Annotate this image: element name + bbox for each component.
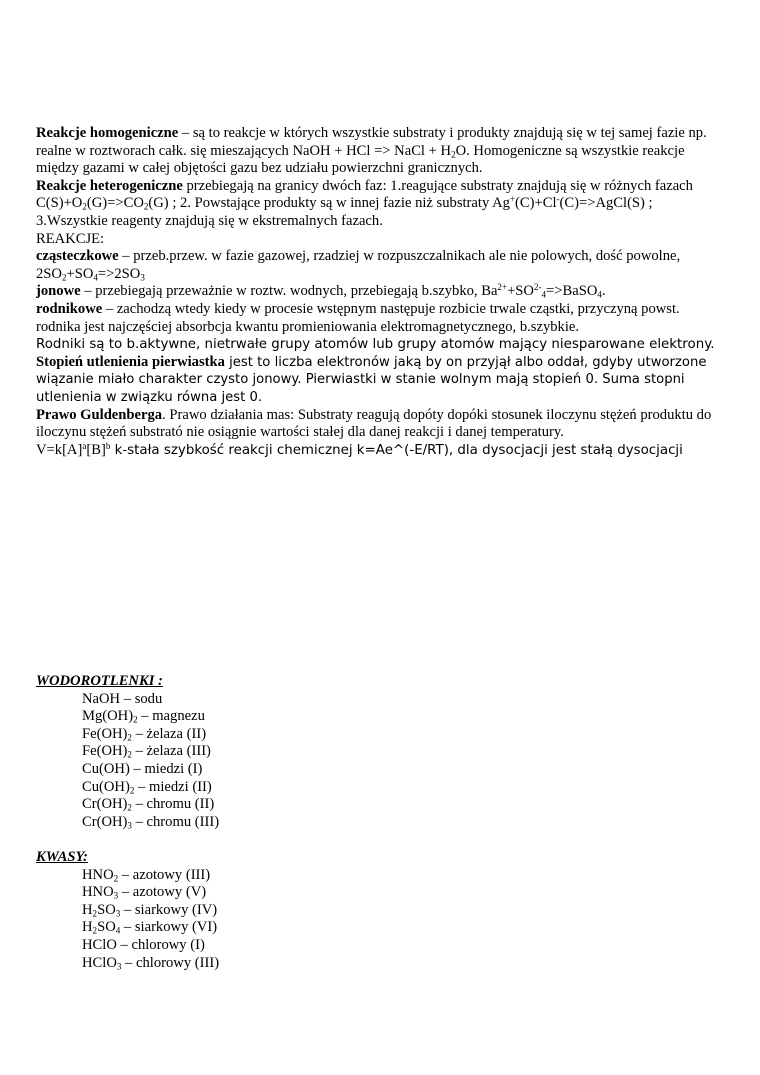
paragraph-ionic (36, 283, 726, 301)
subscript: 2 (61, 272, 67, 282)
text: (C)=>AgCl(S) ; 3.Wszystkie reagenty znajdują się w ekstremalnych fazach. (36, 195, 653, 229)
paragraph-guldberg-law (36, 407, 726, 442)
paragraph-heterogeneous (36, 178, 726, 231)
acid-item (36, 919, 636, 937)
subscript: 3 (127, 820, 132, 830)
term-radical: rodnikowe (36, 300, 103, 317)
subscript: 2 (127, 732, 132, 743)
compound-lists (36, 673, 636, 972)
superscript: b (105, 440, 111, 451)
subscript: 2 (92, 907, 98, 918)
paragraph-radical (36, 301, 726, 336)
acid-item (36, 867, 636, 885)
subscript: 3 (140, 272, 145, 282)
superscript: - (556, 194, 560, 205)
acids-list (36, 867, 636, 973)
subscript: 2 (92, 925, 98, 936)
subscript: 4 (597, 289, 602, 300)
formula-text: HNO (82, 884, 114, 901)
formula-text: – chlorowy (I) (116, 936, 205, 953)
formula-text: Fe(OH) (82, 725, 128, 742)
subscript: 4 (541, 289, 547, 300)
formula-text: HClO (82, 936, 117, 953)
formula-text: – miedzi (I) (129, 760, 203, 777)
text: O. Homogeniczne są wszystkie reakcje między gazami w całej objętości gazu bez udziału powierzchni granicznych. (36, 142, 685, 177)
formula-text: HNO (82, 866, 114, 883)
text: . Prawo działania mas: Substraty reagują dopóty dopóki stosunek iloczynu stężeń produktu do iloczynu stężeń substrató nie osiągnie wartości stałej dla danej reakcji i danej temperatury. (36, 406, 712, 441)
spacer (36, 831, 636, 849)
paragraph-molecular (36, 248, 726, 283)
formula-text: – miedzi (II) (134, 778, 212, 795)
formula-text: SO (97, 919, 116, 936)
formula-text: – siarkowy (IV) (120, 901, 218, 918)
text: . (601, 283, 606, 300)
formula-text: Cu(OH) (82, 778, 130, 795)
acids-heading: KWASY: (36, 848, 88, 865)
text: przebiegają na granicy dwóch faz: 1.reagujące substraty znajdują się w różnych fazach C(S)+O (36, 177, 693, 212)
term-heterogeneous: Reakcje heterogeniczne (36, 177, 183, 194)
subscript: 3 (116, 960, 122, 971)
subscript: 2 (129, 784, 135, 795)
text: (G)=>CO (86, 195, 144, 212)
superscript: a (82, 440, 87, 451)
subscript: 2 (82, 201, 87, 212)
formula-text: – żelaza (II) (131, 725, 207, 742)
hydroxide-item (36, 779, 636, 797)
hydroxides-list (36, 691, 636, 832)
text: – są to reakcje w których wszystkie substraty i produkty znajdują się w tej samej fazie np. realne w roztworach całk. się mieszających NaOH + HCl => NaCl + H (36, 125, 707, 159)
subscript: 2 (127, 749, 132, 760)
section-label: REAKCJE: (36, 230, 105, 247)
hydroxide-item (36, 726, 636, 744)
formula-text: Cu(OH) (82, 760, 130, 777)
term-ionic: jonowe (36, 283, 81, 300)
hydroxides-heading: WODOROTLENKI : (36, 673, 163, 689)
formula-text: – azotowy (III) (118, 866, 211, 883)
formula-text: – siarkowy (VI) (120, 919, 218, 936)
hydroxide-item (36, 796, 636, 814)
formula-text: – chlorowy (III) (121, 954, 220, 971)
formula-text: Fe(OH) (82, 743, 128, 760)
subscript: 3 (115, 907, 121, 918)
text: [B] (86, 441, 106, 458)
rate-equation (36, 442, 726, 460)
hydroxide-item (36, 691, 636, 709)
text: =>2SO (97, 265, 141, 282)
formula-text: – magnezu (137, 708, 205, 725)
paragraph-radicals-definition: Rodniki są to b.aktywne, nietrwałe grupy atomów lub grupy atomów mający niesparowane elektrony. (36, 337, 715, 353)
text: jest to liczba elektronów jaką by on przyjął albo oddał, gdyby utworzone wiązanie miało charakter czysto jonowy. Pierwiastki w stanie wolnym mają stopień 0. Suma stopni utlenienia w związku równa jest 0. (36, 354, 707, 405)
subscript: 3 (113, 890, 119, 901)
term-oxidation-state: Stopień utlenienia pierwiastka (36, 353, 225, 370)
subscript: 4 (93, 272, 98, 282)
term-guldberg-law: Prawo Guldenberga (36, 406, 163, 423)
term-homogeneous: Reakcje homogeniczne (36, 125, 179, 141)
acid-item (36, 902, 636, 920)
text: (C)+Cl (515, 195, 557, 212)
formula-text: NaOH (82, 690, 121, 707)
superscript: 2+ (497, 282, 508, 293)
text: V=k[A] (36, 441, 83, 458)
term-molecular: cząsteczkowe (36, 248, 119, 265)
reactions-section (36, 125, 726, 459)
text: (G) ; 2. Powstające produkty są w innej fazie niż substraty Ag (148, 195, 510, 212)
formula-text: – azotowy (V) (118, 884, 207, 901)
formula-text: Cr(OH) (82, 813, 128, 830)
subscript: 2 (127, 802, 132, 813)
formula-text: – żelaza (III) (131, 743, 211, 760)
text: – zachodzą wtedy kiedy w procesie wstępnym następuje rozbicie trwale cząstki, przyczyną powst. rodnika jest najczęściej absorbcja kwantu promieniowania elektromagnetycznego, b.szybkie. (36, 300, 680, 335)
acid-item (36, 937, 636, 955)
formula-text: H (82, 901, 93, 918)
subscript: 4 (115, 925, 121, 936)
formula-text: – chromu (II) (131, 796, 215, 813)
formula-text: Cr(OH) (82, 796, 128, 813)
text: +SO (507, 283, 534, 300)
acid-item (36, 884, 636, 902)
subscript: 2 (451, 148, 456, 159)
formula-text: Mg(OH) (82, 708, 134, 725)
superscript: + (509, 194, 516, 205)
text: – przeb.przew. w fazie gazowej, rzadziej w rozpuszczalnikach ale nie polowych, dość powolne, 2SO (36, 248, 681, 282)
hydroxide-item (36, 814, 636, 832)
text: – przebiegają przeważnie w roztw. wodnych, przebiegają b.szybko, Ba (80, 283, 498, 300)
text: k-stała szybkość reakcji chemicznej k=Ae^(-E/RT), dla dysocjacji jest stałą dysocjacji (110, 442, 683, 458)
subscript: 2 (113, 872, 119, 883)
subscript: 2 (143, 201, 149, 212)
subscript: 2 (133, 714, 138, 725)
formula-text: HClO (82, 954, 117, 971)
paragraph-oxidation-state (36, 354, 726, 407)
superscript: 2- (533, 282, 542, 293)
hydroxide-item (36, 761, 636, 779)
text: +SO (66, 265, 94, 282)
acid-item (36, 955, 636, 973)
formula-text: – chromu (III) (131, 813, 220, 830)
hydroxide-item (36, 708, 636, 726)
formula-text: SO (97, 901, 116, 918)
hydroxide-item (36, 743, 636, 761)
formula-text: – sodu (120, 690, 163, 707)
formula-text: H (82, 919, 93, 936)
text: =>BaSO (546, 283, 598, 300)
paragraph-homogeneous (36, 125, 726, 178)
